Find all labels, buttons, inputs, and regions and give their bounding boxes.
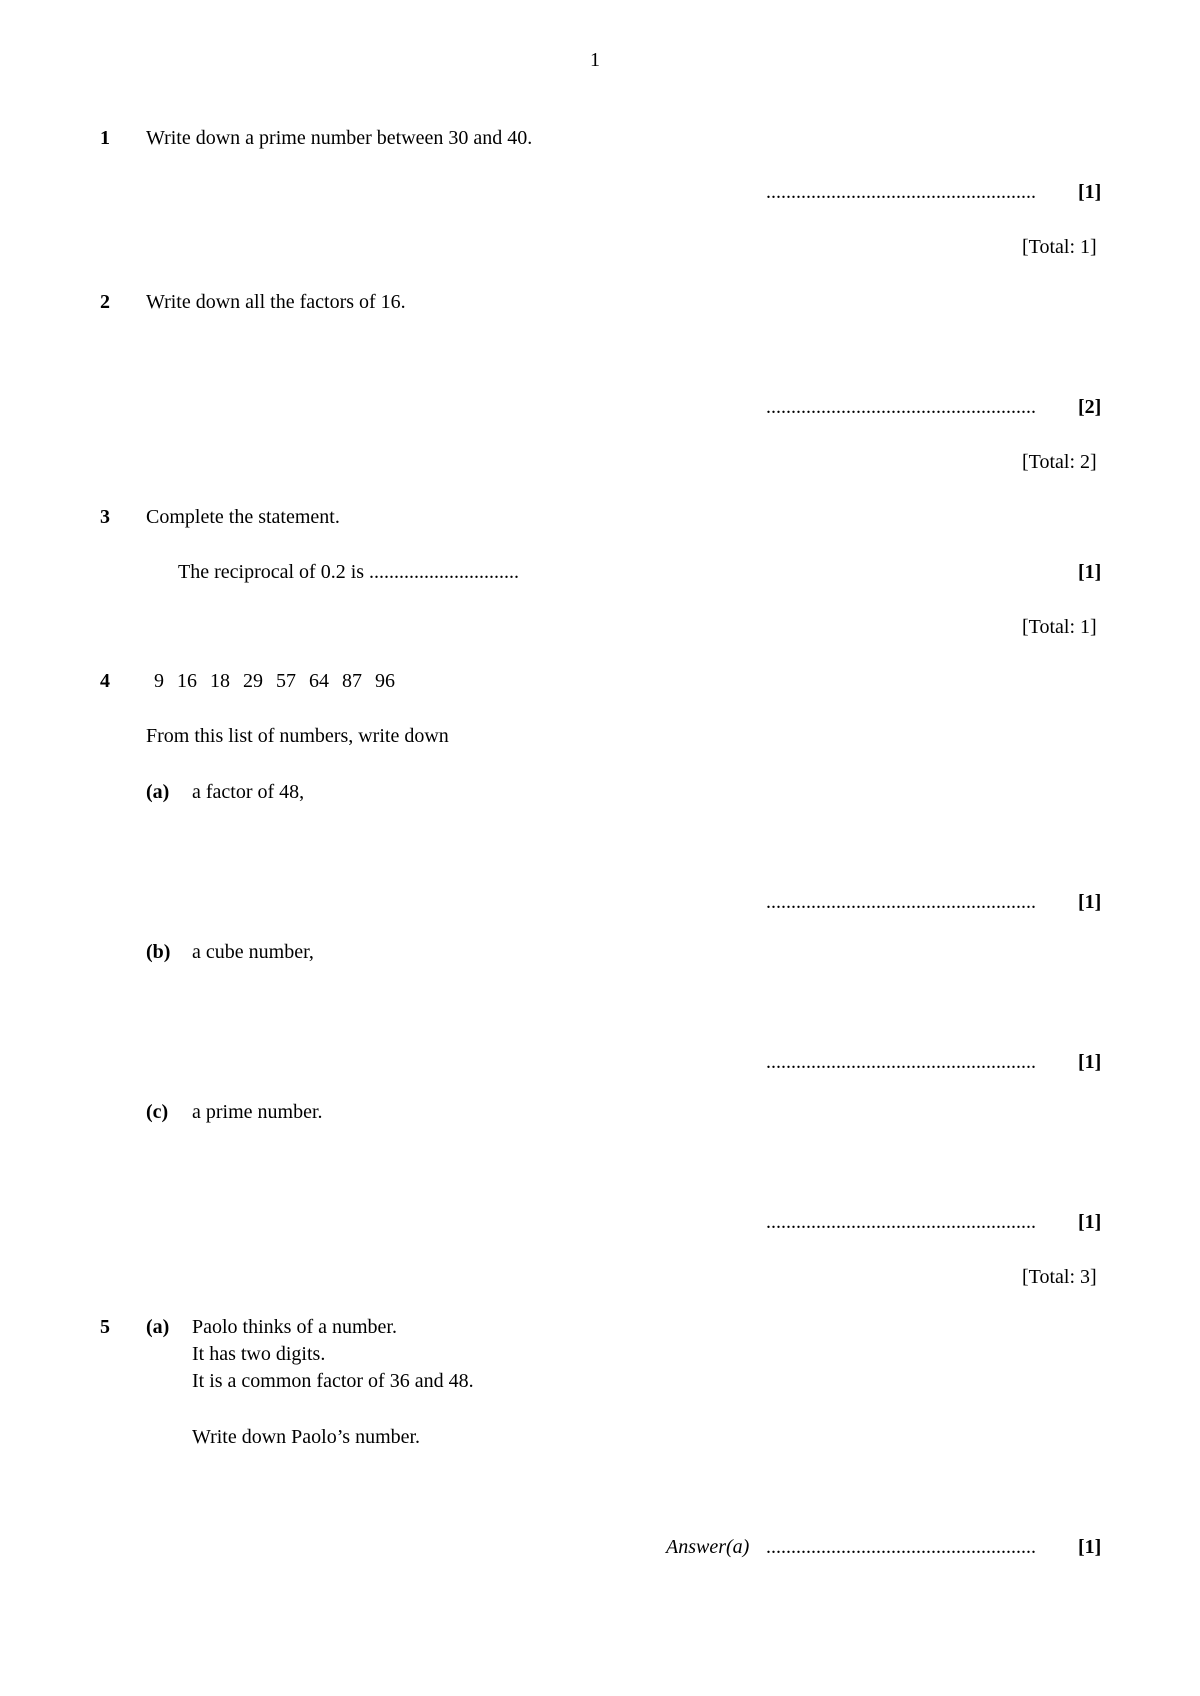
part-label: (a) xyxy=(146,1316,170,1338)
mark-allocation: [2] xyxy=(1078,396,1102,418)
page-number: 1 xyxy=(590,49,600,71)
question-text: Write down a prime number between 30 and 40. xyxy=(146,127,533,149)
answer-line[interactable]: ...................................................... xyxy=(766,181,1036,203)
mark-allocation: [1] xyxy=(1078,1536,1102,1558)
part-text: a factor of 48, xyxy=(192,781,305,803)
mark-allocation: [1] xyxy=(1078,1211,1102,1233)
question-number: 1 xyxy=(100,127,110,149)
part-instruction: Write down Paolo’s number. xyxy=(192,1426,421,1448)
part-text: a prime number. xyxy=(192,1101,323,1123)
answer-line[interactable]: ...................................................... xyxy=(766,396,1036,418)
question-number: 5 xyxy=(100,1316,110,1338)
answer-line[interactable]: ...................................................... xyxy=(766,1211,1036,1233)
mark-allocation: [1] xyxy=(1078,1051,1102,1073)
question-text: Write down all the factors of 16. xyxy=(146,291,406,313)
answer-line[interactable]: ...................................................... xyxy=(766,891,1036,913)
part-label: (c) xyxy=(146,1101,169,1123)
question-intro: From this list of numbers, write down xyxy=(146,725,449,747)
answer-line[interactable]: ...................................................... xyxy=(766,1536,1036,1558)
part-label: (a) xyxy=(146,781,170,803)
answer-label: Answer(a) xyxy=(666,1536,750,1558)
question-total: [Total: 1] xyxy=(1022,616,1097,638)
mark-allocation: [1] xyxy=(1078,181,1102,203)
question-total: [Total: 1] xyxy=(1022,236,1097,258)
question-number: 3 xyxy=(100,506,110,528)
mark-allocation: [1] xyxy=(1078,561,1102,583)
part-text-line: It is a common factor of 36 and 48. xyxy=(192,1370,474,1392)
part-text-line: It has two digits. xyxy=(192,1343,326,1365)
question-text: Complete the statement. xyxy=(146,506,340,528)
part-text: a cube number, xyxy=(192,941,314,963)
question-total: [Total: 2] xyxy=(1022,451,1097,473)
part-text-line: Paolo thinks of a number. xyxy=(192,1316,397,1338)
question-number: 2 xyxy=(100,291,110,313)
reciprocal-statement[interactable]: The reciprocal of 0.2 is .............................. xyxy=(178,561,520,583)
question-number: 4 xyxy=(100,670,110,692)
mark-allocation: [1] xyxy=(1078,891,1102,913)
answer-line[interactable]: ...................................................... xyxy=(766,1051,1036,1073)
number-list: 9 16 18 29 57 64 87 96 xyxy=(154,670,395,692)
question-total: [Total: 3] xyxy=(1022,1266,1097,1288)
part-label: (b) xyxy=(146,941,171,963)
